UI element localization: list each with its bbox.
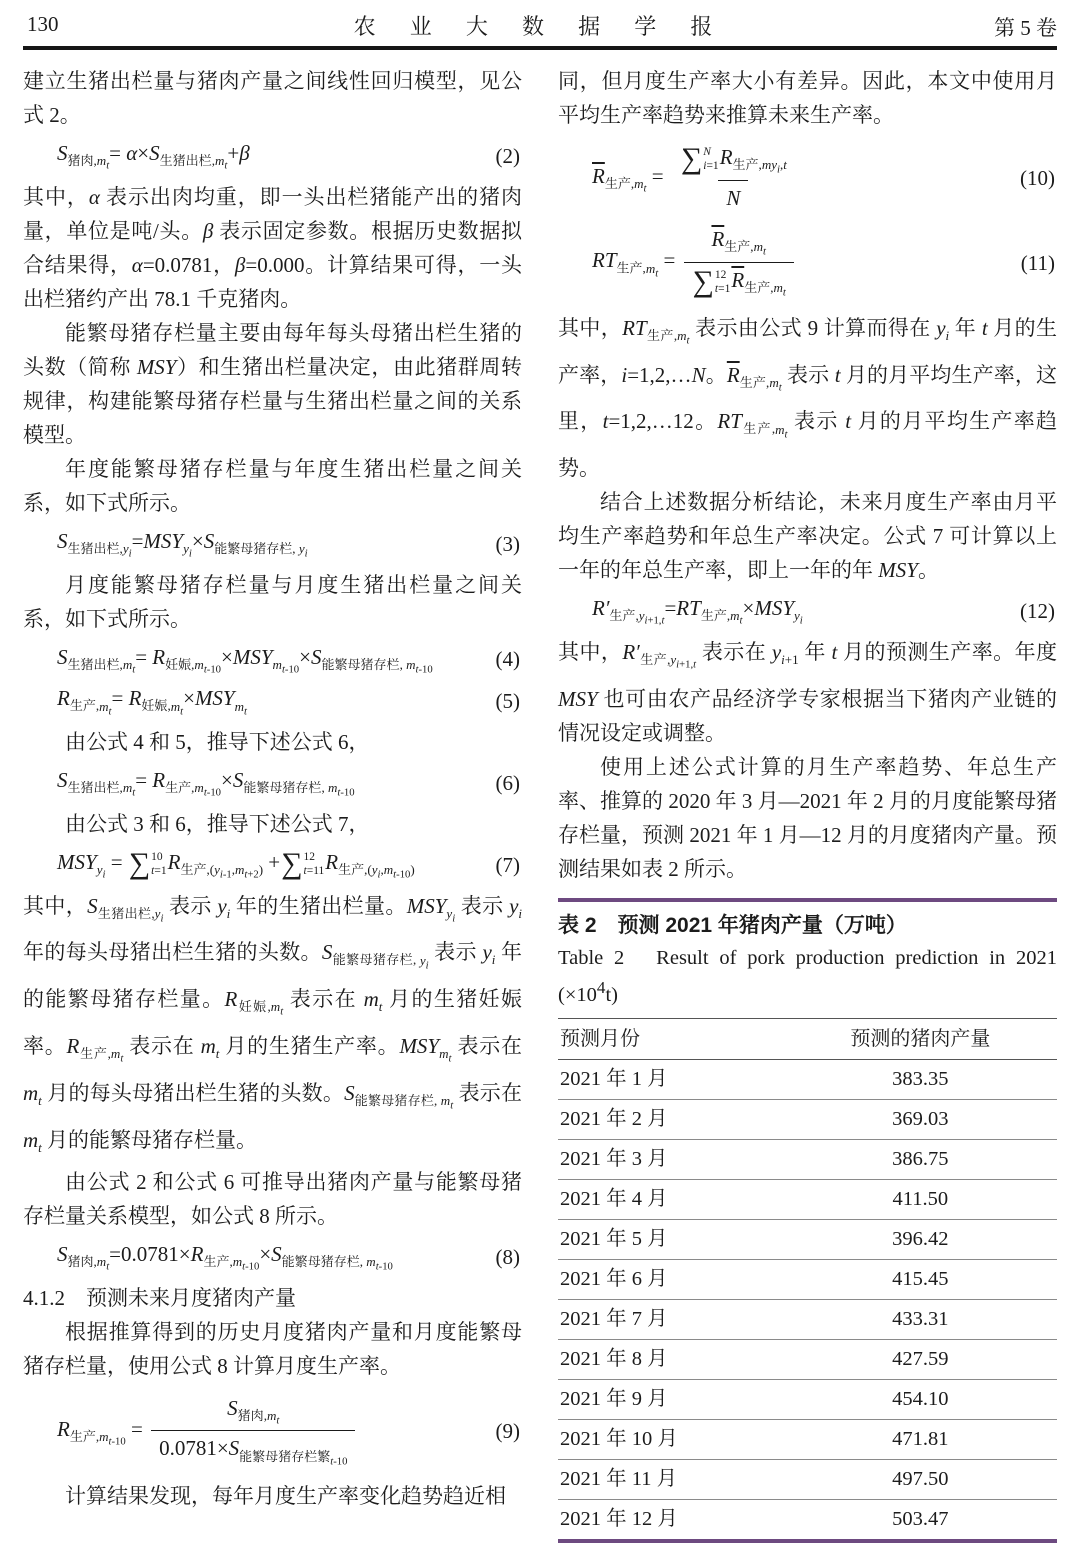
formula-body: $S_{生猪出栏,m_t}= R_{妊娠,m_{t-10}}\times MSY_{m_{t-10}}\times S_{能繁母猪存栏, m_{t-10}}$	[57, 644, 433, 676]
paragraph: 由公式 2 和公式 6 可推导出猪肉产量与能繁母猪存栏量关系模型，如公式 8 所示。	[23, 1169, 522, 1228]
cell-value: 411.50	[892, 1188, 949, 1211]
formula-2	[23, 138, 522, 174]
paragraph: 根据推算得到的历史月度猪肉产量和月度能繁母猪存栏量，使用公式 8 计算月度生产率。	[23, 1319, 522, 1378]
formula-5	[23, 683, 522, 719]
paragraph: 同，但月度生产率大小有差异。因此，本文中使用月平均生产率趋势来推算未来生产率。	[558, 69, 1057, 127]
paragraph: 其中，$RT_{生产,m_t}$ 表示由公式 9 计算而得在 $y_i$ 年 t 月的生产率，i=1,2,…N。$\overline{R}_{生产,m_t}$ 表示 t 月的月平均生产率，这里，t=1,2,…12。$RT_{生产,m_t}$ 表示 t 月的月平均生产率趋势。	[558, 315, 1058, 481]
formula-12	[558, 593, 1057, 629]
cell-value: 369.03	[892, 1108, 949, 1131]
formula-body: $S_{猪肉,m_t}=0.0781\times R_{生产,m_{t-10}}\times S_{能繁母猪存栏, m_{t-10}}$	[57, 1241, 393, 1273]
formula-number: (5)	[495, 689, 520, 714]
page-number: 130	[27, 12, 59, 36]
column-header-month: 预测月份	[560, 1027, 640, 1050]
section-heading-4-1-2: 4.1.2 预测未来月度猪肉产量	[23, 1285, 296, 1310]
table-row	[558, 1060, 1057, 1100]
paragraph: 使用上述公式计算的月生产率趋势、年总生产率、推算的 2020 年 3 月—2021 年 2 月的月度能繁母猪存栏量，预测 2021 年 1 月—12 月的月度猪肉产量。预测结果如表 2 所示。	[558, 754, 1057, 881]
paragraph: 月度能繁母猪存栏量与月度生猪出栏量之间关系，如下式所示。	[23, 572, 522, 631]
cell-month: 2021 年 10 月	[560, 1428, 678, 1451]
cell-month: 2021 年 6 月	[560, 1268, 668, 1291]
table-row	[558, 1380, 1057, 1420]
formula-number: (12)	[1020, 599, 1055, 624]
table-row	[558, 1500, 1057, 1539]
cell-value: 427.59	[892, 1348, 949, 1371]
formula-10	[558, 142, 1057, 214]
formula-body: $R'_{生产,y_{i+1,t}}=RT_{生产,m_t}\times MSY_{y_i}$	[592, 596, 803, 627]
paragraph: 计算结果发现，每年月度生产率变化趋势趋近相	[65, 1484, 506, 1509]
paragraph: 由公式 3 和 6，推导下述公式 7，	[65, 811, 370, 836]
cell-month: 2021 年 4 月	[560, 1188, 668, 1211]
paragraph: 年度能繁母猪存栏量与年度生猪出栏量之间关系，如下式所示。	[23, 456, 522, 515]
volume-number: 第 5 卷	[994, 16, 1057, 40]
cell-value: 497.50	[892, 1468, 949, 1491]
table-title-zh: 表 2 预测 2021 年猪肉产量（万吨）	[558, 913, 907, 937]
paragraph: 由公式 4 和 5，推导下述公式 6，	[65, 730, 370, 755]
right-column	[558, 64, 1057, 1543]
paragraph: 建立生猪出栏量与猪肉产量之间线性回归模型，见公式 2。	[23, 69, 522, 127]
cell-value: 396.42	[892, 1228, 949, 1251]
table-row	[558, 1100, 1057, 1140]
formula-9	[23, 1393, 522, 1470]
formula-body: $R_{生产,m_{t-10}}$ = $\frac{S_{猪肉,m_t}}{0.0781\times S_{能繁母猪存栏繁_{t-10}}}$	[23, 1393, 496, 1470]
table-row	[558, 1340, 1057, 1380]
formula-number: (11)	[1020, 250, 1055, 275]
cell-value: 454.10	[892, 1388, 949, 1411]
table-row	[558, 1180, 1057, 1220]
formula-body: $S_{生猪出栏,y_i}=MSY_{y_i}\times S_{能繁母猪存栏, y_i}$	[57, 528, 308, 560]
cell-month: 2021 年 5 月	[560, 1228, 668, 1251]
left-column	[23, 64, 522, 1543]
formula-4	[23, 642, 522, 678]
table-row	[558, 1300, 1057, 1340]
formula-number: (4)	[495, 647, 520, 672]
cell-value: 415.45	[892, 1268, 949, 1291]
table-row	[558, 1460, 1057, 1500]
formula-body: $S_{猪肉,m_t}= \alpha\times S_{生猪出栏,m_t}+\beta$	[57, 141, 250, 172]
cell-month: 2021 年 7 月	[560, 1308, 668, 1331]
cell-value: 433.31	[892, 1308, 949, 1331]
cell-month: 2021 年 11 月	[560, 1468, 678, 1491]
cell-month: 2021 年 2 月	[560, 1108, 668, 1131]
cell-value: 386.75	[892, 1148, 949, 1171]
column-header-production: 预测的猪肉产量	[850, 1027, 991, 1050]
table-row	[558, 1260, 1057, 1300]
cell-month: 2021 年 8 月	[560, 1348, 668, 1371]
formula-number: (3)	[495, 531, 520, 556]
cell-month: 2021 年 12 月	[560, 1508, 678, 1531]
formula-number: (7)	[495, 852, 520, 877]
paragraph: 结合上述数据分析结论，未来月度生产率由月平均生产率趋势和年总生产率决定。公式 7 可计算以上一年的年总生产率，即上一年的年 MSY。	[558, 490, 1057, 583]
formula-number: (10)	[1020, 166, 1055, 191]
table-row	[558, 1420, 1057, 1460]
header-rule	[23, 46, 1057, 50]
table-title-en: Table 2 Result of pork production prediction in 2021 $(\times 10^4t)$	[558, 946, 1057, 1006]
paragraph: 能繁母猪存栏量主要由每年每头母猪出栏生猪的头数（简称 MSY）和生猪出栏量决定，由此猪群周转规律，构建能繁母猪存栏量与生猪出栏量之间的关系模型。	[23, 320, 522, 447]
paragraph: 其中，α 表示出肉均重，即一头出栏猪能产出的猪肉量，单位是吨/头。β 表示固定参数。根据历史数据拟合结果得，α=0.0781，β=0.000。计算结果可得，一头出栏猪约产出 78.1 千克猪肉。	[23, 184, 523, 311]
table-2	[558, 898, 1057, 1543]
formula-number: (8)	[495, 1244, 520, 1269]
table-header-row	[558, 1018, 1057, 1060]
running-head	[23, 8, 1057, 42]
formula-body: $MSY_{y_i}$ = ∑ 10 t=1 $R_{生产,(y_{i-1},m_{t+2})}$ + ∑ 12 t=11 $R_{生产,(y_i,m_{t-10})}$	[57, 847, 415, 881]
formula-3	[23, 526, 522, 562]
cell-month: 2021 年 1 月	[560, 1068, 668, 1091]
paragraph: 其中，$R'_{生产,y_{i+1,t}}$ 表示在 $y_{i+1}$ 年 t 月的预测生产率。年度 MSY 也可由农产品经济学专家根据当下猪肉产业链的情况设定或调整。	[558, 639, 1058, 745]
formula-body: $S_{生猪出栏,m_t}= R_{生产,m_{t-10}}\times S_{能繁母猪存栏, m_{t-10}}$	[57, 768, 355, 799]
two-column-body	[23, 64, 1057, 1543]
cell-month: 2021 年 9 月	[560, 1388, 668, 1411]
formula-11	[558, 224, 1057, 301]
formula-number: (2)	[495, 143, 520, 168]
formula-7	[23, 847, 522, 883]
table-row	[558, 1220, 1057, 1260]
journal-title: 农 业 大 数 据 学 报	[353, 14, 727, 39]
table-row	[558, 1140, 1057, 1180]
formula-number: (6)	[495, 771, 520, 796]
formula-body: $\overline{R}_{生产,m_t}$ = ∑ N i=1 $R_{生产,my_i,t}$ N	[558, 142, 1020, 214]
formula-body: $R_{生产,m_t}= R_{妊娠,m_t}\times MSY_{m_t}$	[57, 686, 247, 718]
cell-month: 2021 年 3 月	[560, 1148, 668, 1171]
formula-body: $RT_{生产,m_t}$ = $\overline{R}_{生产,m_t}$ ∑ 12 t=1 $\overline{R}_{生产,m_t}$	[558, 224, 1021, 301]
formula-6	[23, 765, 522, 801]
cell-value: 383.35	[892, 1068, 949, 1091]
cell-value: 471.81	[892, 1428, 949, 1451]
formula-8	[23, 1239, 522, 1275]
formula-number: (9)	[495, 1418, 520, 1443]
cell-value: 503.47	[892, 1508, 949, 1531]
paragraph: 其中，$S_{生猪出栏,y_i}$ 表示 $y_i$ 年的生猪出栏量。$MSY_{y_i}$ 表示 $y_i$ 年的每头母猪出栏生猪的头数。$S_{能繁母猪存栏, y_i}$ 表示 $y_i$ 年的能繁母猪存栏量。$R_{妊娠,m_t}$ 表示在 $m_t$ 月的生猪妊娠率。$R_{生产,m_t}$ 表示在 $m_t$ 月的生猪生产率。$MSY_{m_t}$ 表示在 $m_t$ 月的每头母猪出栏生猪的头数。$S_{能繁母猪存栏, m_t}$ 表示在 $m_t$ 月的能繁母猪存栏量。	[23, 893, 523, 1155]
